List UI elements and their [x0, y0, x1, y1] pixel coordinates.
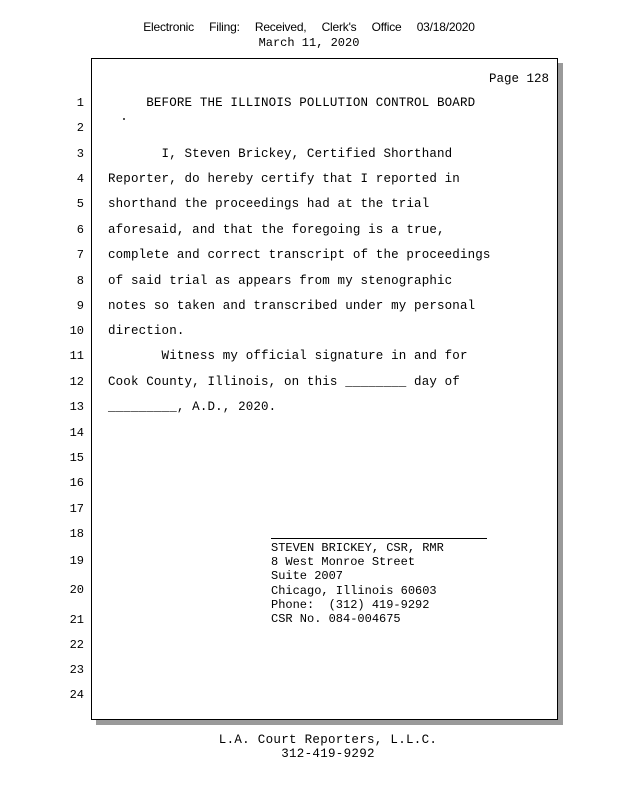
- line-number: 3: [76, 147, 84, 161]
- reporter-address-suite: Suite 2007: [271, 569, 344, 584]
- footer-company: L.A. Court Reporters, L.L.C.: [218, 733, 438, 747]
- line-number: 15: [69, 451, 84, 465]
- line-number: 10: [69, 324, 84, 338]
- line-number: 21: [69, 613, 84, 627]
- line-number: 12: [69, 375, 84, 389]
- reporter-csr-number: CSR No. 084-004675: [271, 612, 401, 627]
- line-number: 1: [76, 96, 84, 110]
- transcript-line: direction.: [108, 324, 185, 338]
- line-number: 14: [69, 426, 84, 440]
- line-number: 19: [69, 554, 84, 568]
- line-number: 8: [76, 274, 84, 288]
- transcript-line: Cook County, Illinois, on this ________ day of: [108, 375, 460, 389]
- line-number: 22: [69, 638, 84, 652]
- filing-word-clerks: Clerk's: [321, 20, 357, 34]
- signature-block: [271, 541, 444, 626]
- line-number: 16: [69, 476, 84, 490]
- line-number: 11: [69, 349, 84, 363]
- board-heading: BEFORE THE ILLINOIS POLLUTION CONTROL BOARD: [108, 96, 476, 110]
- page-footer: [0, 733, 618, 761]
- page-number: Page 128: [489, 72, 550, 86]
- reporter-name: STEVEN BRICKEY, CSR, RMR: [271, 541, 444, 555]
- stray-mark: [123, 118, 125, 120]
- transcript-line: Reporter, do hereby certify that I reported in: [108, 172, 460, 186]
- footer-phone: 312-419-9292: [281, 747, 375, 761]
- reporter-address-city: Chicago, Illinois 60603: [271, 583, 437, 598]
- line-number: 4: [76, 172, 84, 186]
- transcript-line: aforesaid, and that the foregoing is a true,: [108, 223, 445, 237]
- transcript-line: shorthand the proceedings had at the trial: [108, 197, 430, 211]
- transcript-line: notes so taken and transcribed under my personal: [108, 299, 476, 313]
- transcript-line: Witness my official signature in and for: [108, 349, 468, 363]
- line-number: 23: [69, 663, 84, 677]
- electronic-filing-stamp: [0, 20, 618, 34]
- transcript-line: _________, A.D., 2020.: [108, 400, 277, 414]
- filing-date: 03/18/2020: [416, 20, 475, 34]
- filing-word-filing: Filing:: [209, 20, 240, 34]
- reporter-address-street: 8 West Monroe Street: [271, 555, 416, 570]
- signature-line: [271, 538, 487, 539]
- line-number: 18: [69, 527, 84, 541]
- filing-word-electronic: Electronic: [143, 20, 194, 34]
- transcript-line: complete and correct transcript of the proceedings: [108, 248, 491, 262]
- line-number: 7: [76, 248, 84, 262]
- filing-word-office: Office: [371, 20, 402, 34]
- transcript-date: March 11, 2020: [258, 36, 360, 50]
- line-number: 24: [69, 688, 84, 702]
- line-number: 2: [76, 121, 84, 135]
- transcript-line: I, Steven Brickey, Certified Shorthand: [108, 147, 453, 161]
- line-number: 20: [69, 583, 84, 597]
- line-number: 5: [76, 197, 84, 211]
- line-number: 17: [69, 502, 84, 516]
- line-number: 6: [76, 223, 84, 237]
- line-number: 9: [76, 299, 84, 313]
- transcript-line: of said trial as appears from my stenographic: [108, 274, 453, 288]
- filing-word-received: Received,: [254, 20, 307, 34]
- reporter-phone: Phone: (312) 419-9292: [271, 597, 430, 612]
- line-number: 13: [69, 400, 84, 414]
